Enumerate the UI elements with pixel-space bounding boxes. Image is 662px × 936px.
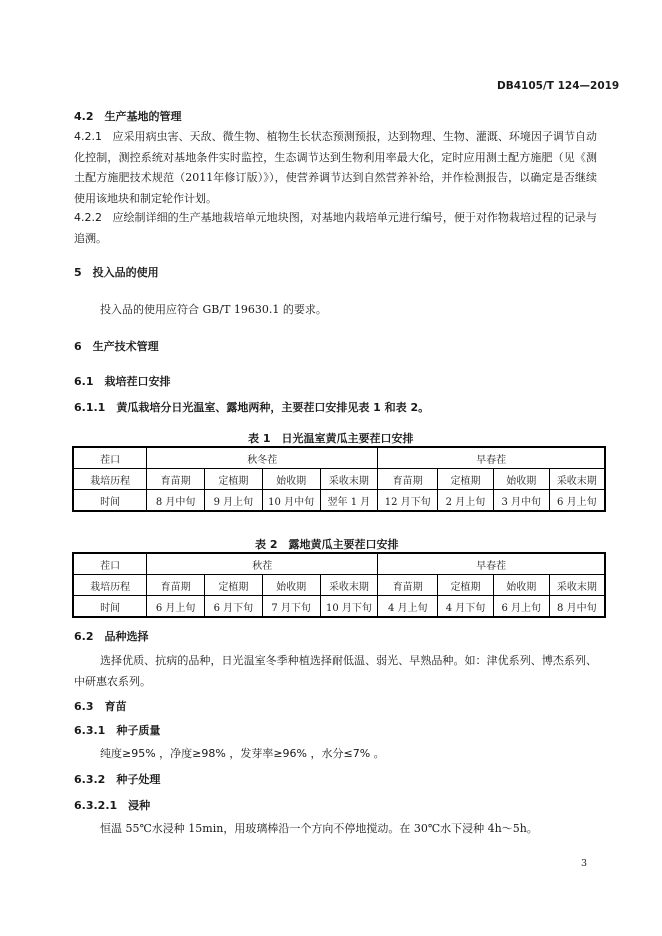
table-1 xyxy=(72,446,606,512)
section-6-1-1-text: 6.1.1 黄瓜栽培分日光温室、露地两种，主要茬口安排见表 1 和表 2。 xyxy=(74,401,430,414)
table-cell: 12 月下旬 xyxy=(378,490,438,512)
table-1-row3-label: 时间 xyxy=(73,490,147,512)
section-6-2-text: 选择优质、抗病的品种，日光温室冬季种植选择耐低温、弱光、早熟品种。如：津优系列、博杰系列、中研惠农系列。 xyxy=(74,654,597,688)
table-2-row1-label: 茬口 xyxy=(73,553,147,575)
table-cell: 9 月上旬 xyxy=(204,490,262,512)
table-cell: 6 月上旬 xyxy=(493,596,549,618)
table-1-row1-label: 茬口 xyxy=(73,447,147,469)
table-cell: 6 月上旬 xyxy=(147,596,205,618)
section-4-2-2-text: 应绘制详细的生产基地栽培单元地块图，对基地内栽培单元进行编号，便于对作物栽培过程的记录与追溯。 xyxy=(74,211,597,245)
table-2-row2-label: 栽培历程 xyxy=(73,575,147,596)
section-4-2-2 xyxy=(74,208,597,249)
table-cell: 育苗期 xyxy=(147,575,205,596)
table-2-row3-label: 时间 xyxy=(73,596,147,618)
table-cell: 采收末期 xyxy=(549,575,605,596)
table-cell: 采收末期 xyxy=(320,469,378,490)
section-4-2-2-number: 4.2.2 xyxy=(74,211,102,224)
section-6-3-2-1-title: 6.3.2.1 浸种 xyxy=(74,799,151,812)
section-6-3-1-title: 6.3.1 种子质量 xyxy=(74,724,161,737)
table-cell: 始收期 xyxy=(493,469,549,490)
table-cell: 定植期 xyxy=(438,469,494,490)
table-cell: 育苗期 xyxy=(378,575,438,596)
table-cell: 育苗期 xyxy=(147,469,205,490)
table-cell: 8 月中旬 xyxy=(549,596,605,618)
table-cell: 始收期 xyxy=(262,469,320,490)
section-6-3-title: 6.3 育苗 xyxy=(74,700,127,713)
table-cell: 4 月下旬 xyxy=(438,596,494,618)
table-row xyxy=(73,469,605,490)
table-row xyxy=(73,596,605,618)
table-cell: 定植期 xyxy=(204,575,262,596)
table-row xyxy=(73,553,605,575)
table-cell: 采收末期 xyxy=(320,575,378,596)
table-1-group-2: 早春茬 xyxy=(378,447,605,469)
table-row xyxy=(73,575,605,596)
table-cell: 始收期 xyxy=(493,575,549,596)
table-1-group-1: 秋冬茬 xyxy=(147,447,378,469)
table-2-caption: 表 2 露地黄瓜主要茬口安排 xyxy=(255,538,399,551)
section-4-2-title: 4.2 生产基地的管理 xyxy=(74,110,182,123)
table-2-group-2: 早春茬 xyxy=(378,553,605,575)
table-cell: 采收末期 xyxy=(549,469,605,490)
document-id: DB4105/T 124—2019 xyxy=(497,80,620,92)
table-cell: 2 月上旬 xyxy=(438,490,494,512)
section-4-2-1 xyxy=(74,127,597,209)
section-5-title: 5 投入品的使用 xyxy=(74,266,159,279)
table-cell: 4 月上旬 xyxy=(378,596,438,618)
section-6-3-2-1-text: 恒温 55℃水浸种 15min，用玻璃棒沿一个方向不停地搅动。在 30℃水下浸种 4h～5h。 xyxy=(100,822,538,835)
section-5-text: 投入品的使用应符合 GB/T 19630.1 的要求。 xyxy=(100,303,327,316)
table-row xyxy=(73,447,605,469)
table-cell: 3 月中旬 xyxy=(493,490,549,512)
page-number: 3 xyxy=(581,858,588,869)
table-1-caption: 表 1 日光温室黄瓜主要茬口安排 xyxy=(248,432,414,445)
table-row xyxy=(73,490,605,512)
table-cell: 始收期 xyxy=(262,575,320,596)
table-cell: 育苗期 xyxy=(378,469,438,490)
section-6-1-title: 6.1 栽培茬口安排 xyxy=(74,375,171,388)
table-cell: 定植期 xyxy=(204,469,262,490)
section-6-title: 6 生产技术管理 xyxy=(74,340,159,353)
table-2-group-1: 秋茬 xyxy=(147,553,378,575)
section-6-3-2-title: 6.3.2 种子处理 xyxy=(74,773,161,786)
table-cell: 10 月中旬 xyxy=(262,490,320,512)
section-6-3-1-text: 纯度≥95% ，净度≥98% ，发芽率≥96% ，水分≤7% 。 xyxy=(100,747,385,760)
table-cell: 翌年 1 月 xyxy=(320,490,378,512)
table-cell: 8 月中旬 xyxy=(147,490,205,512)
table-cell: 10 月下旬 xyxy=(320,596,378,618)
table-cell: 定植期 xyxy=(438,575,494,596)
table-cell: 6 月上旬 xyxy=(549,490,605,512)
table-1-row2-label: 栽培历程 xyxy=(73,469,147,490)
section-6-2-title: 6.2 品种选择 xyxy=(74,630,149,643)
table-cell: 7 月下旬 xyxy=(262,596,320,618)
section-4-2-1-number: 4.2.1 xyxy=(74,130,102,143)
table-cell: 6 月下旬 xyxy=(204,596,262,618)
table-2 xyxy=(72,552,606,618)
section-4-2-1-text: 应采用病虫害、天敌、微生物、植物生长状态预测预报，达到物理、生物、灌溉、环境因子调节自动化控制，测控系统对基地条件实时监控，生态调节达到生物利用率最大化，定时应用测土配方施肥（见《测土配方施肥技术规范（2011年修订版）》），使营养调节达到自然营养补给，并作检测报告，以确定是否继续使用该地块和制定轮作计划。 xyxy=(74,130,597,205)
